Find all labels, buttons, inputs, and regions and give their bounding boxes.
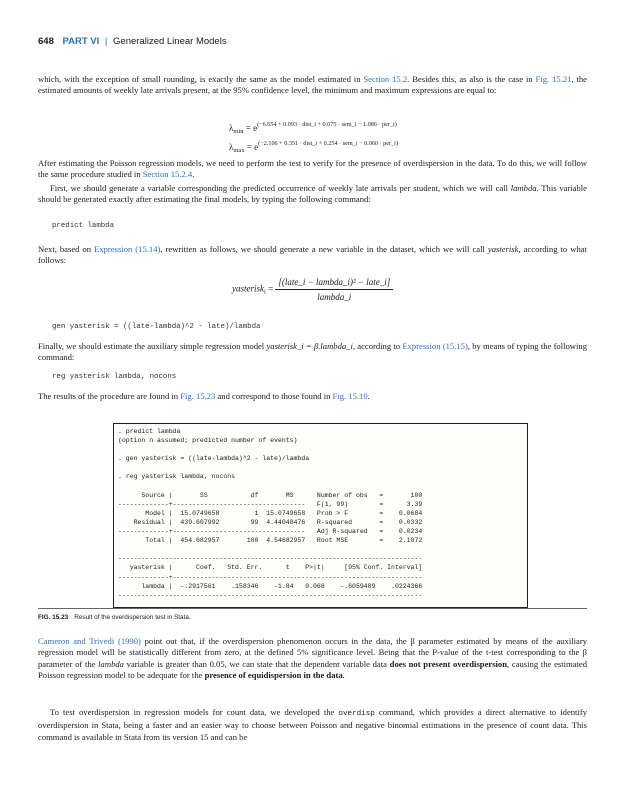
eq-y-denominator: lambda_i bbox=[317, 292, 352, 302]
p6-text: and correspond to those found in bbox=[215, 391, 333, 401]
p5-text: , by means of typing the following command: bbox=[38, 341, 587, 363]
link-fig-15-10[interactable]: Fig. 15.10 bbox=[332, 391, 368, 401]
p7-bold: presence of equidispersion in the data bbox=[204, 670, 343, 681]
header-title: Generalized Linear Models bbox=[113, 36, 227, 47]
eq-min-lhs: λ bbox=[229, 123, 234, 133]
paragraph-2 bbox=[38, 158, 587, 181]
running-header bbox=[38, 36, 227, 47]
paragraph-3 bbox=[38, 183, 587, 206]
p7-text: , causing the estimated Poisson regression model to be adequate for the bbox=[38, 658, 588, 681]
p4-text: , rewritten as follows, we should generate a new variable in the dataset, which we will call bbox=[160, 244, 488, 254]
caption-label: FIG. 15.23 bbox=[38, 614, 69, 621]
eq-y-equals: = bbox=[265, 283, 276, 294]
eq-y-fraction bbox=[275, 277, 393, 302]
code-predict: predict lambda bbox=[52, 222, 115, 230]
equation-yasterisk bbox=[232, 277, 393, 302]
figure-caption bbox=[38, 614, 191, 621]
page-number: 648 bbox=[38, 36, 54, 47]
eq-max-sub: max bbox=[233, 147, 245, 154]
p7-italic: lambda bbox=[98, 658, 124, 669]
header-separator: | bbox=[104, 36, 108, 47]
link-section-15-2[interactable]: Section 15.2 bbox=[363, 74, 408, 84]
p6-text: . bbox=[367, 391, 370, 401]
eq-max-exponent: (−2.106 + 0.351 · dist_i + 0.254 · sem_i − 0.060 · per_i) bbox=[258, 140, 398, 147]
p2-text: . bbox=[192, 169, 195, 180]
p8-text: command, which provides a direct alternative to identify overdispersion in Stata, being a faster and an easier way to choose between Poisson and negative binomial estimations in the presence of count data. This command is available in Stata from its version 15 and can be bbox=[38, 707, 587, 742]
equation-lambda-min bbox=[229, 121, 397, 135]
p4-text: , according to what follows: bbox=[38, 244, 587, 266]
p3-text: First, we should generate a variable corresponding the predicted occurrence of weekly late arrivals per student, which we will call bbox=[50, 183, 511, 193]
p7-bold: does not present overdispersion bbox=[389, 658, 508, 669]
paragraph-7 bbox=[38, 636, 587, 682]
link-section-15-2-4[interactable]: Section 15.2.4 bbox=[142, 169, 193, 180]
part-label: PART bbox=[62, 36, 88, 47]
code-reg: reg yasterisk lambda, nocons bbox=[52, 373, 177, 381]
eq-max-lhs: λ bbox=[229, 142, 234, 152]
p5-text: , according to bbox=[352, 341, 403, 351]
paragraph-5 bbox=[38, 341, 587, 364]
p1-text: which, with the exception of small rounding, is exactly the same as the model estimated in bbox=[38, 74, 364, 84]
p6-text: The results of the procedure are found in bbox=[38, 391, 181, 401]
caption-rule bbox=[38, 608, 587, 609]
stata-output-text: . predict lambda (option n assumed; predicted number of events) . gen yasterisk = ((late-lambda)^2 - late)/lambda . reg yasterisk lambda, nocons Source | SS df MS Number of obs = 100 -------------+---------------------------------- F(1, 99) = 3.39 Model | 15.0749658 1 15.0749658 Prob > F = 0.0684 Residual | 439.607992 99 4.44048476 R-squared = 0.0332 -------------+---------------------------------- Adj R-squared = 0.0234 Total | 454.682957 100 4.54682957 Root MSE = 2.1072 ------------------------------------------------------------------------------ yasterisk | Coef. Std. Err. t P>|t| [95% Conf. Interval] -------------+---------------------------------------------------------------- lambda | -.2917561 .158346 -1.84 0.068 -.6059489 .0224366 ------------------------------------------------------------------------------ bbox=[118, 428, 423, 599]
paragraph-8 bbox=[38, 707, 587, 743]
p5-math: yasterisk_i = β.lambda_i bbox=[266, 341, 353, 351]
eq-min-exponent: (−6.654 + 0.093 · dist_i + 0.075 · sem_i − 1.086 · per_i) bbox=[257, 121, 397, 128]
eq-y-sub: i bbox=[264, 288, 266, 296]
eq-y-numerator: [(late_i − lambda_i)² − late_i] bbox=[275, 277, 393, 290]
link-expression-15-15[interactable]: Expression (15.15) bbox=[402, 341, 468, 351]
p8-text: To test overdispersion in regression models for count data, we developed the bbox=[50, 707, 339, 717]
p7-text: variable is greater than 0.05, we can state that the dependent variable data bbox=[123, 658, 390, 669]
part-number: VI bbox=[90, 36, 100, 47]
p3-text: . This variable should be generated exactly after estimating the final models, by typing the following command: bbox=[38, 183, 587, 205]
code-gen: gen yasterisk = ((late-lambda)^2 - late)/lambda bbox=[52, 323, 261, 331]
p4-italic: yasterisk bbox=[487, 244, 519, 254]
stata-output-figure bbox=[113, 423, 528, 608]
equation-lambda-max bbox=[229, 140, 398, 154]
p2-text: After estimating the Poisson regression models, we need to perform the test to verify for the presence of overdispersion in the data. To do this, we will follow the same procedure studied in bbox=[38, 158, 587, 180]
link-fig-15-23[interactable]: Fig. 15.23 bbox=[180, 391, 216, 401]
link-fig-15-21[interactable]: Fig. 15.21 bbox=[535, 74, 572, 84]
p1-text: , the estimated amounts of weekly late arrivals present, at the 95% confidence level, the minimum and maximum expressions are equal to: bbox=[38, 74, 587, 96]
caption-text: Result of the overdispersion test in Stata. bbox=[74, 614, 191, 621]
eq-max-eq: = e bbox=[244, 142, 259, 152]
eq-min-eq: = e bbox=[243, 123, 258, 133]
p1-text: . Besides this, as also is the case in bbox=[407, 74, 536, 84]
p7-text: point out that, if the overdispersion phenomenon occurs in the data, the β parameter estimated by means of the auxiliary regression model will be statistically different from zero, at the defined 5% significance level. Being that the P-value of the t-test corresponding to the β parameter of the bbox=[38, 636, 587, 669]
paragraph-4 bbox=[38, 244, 587, 267]
p7-text: . bbox=[342, 670, 345, 681]
eq-min-sub: min bbox=[233, 128, 244, 135]
p8-code: overdisp bbox=[338, 710, 375, 718]
paragraph-1 bbox=[38, 74, 587, 97]
p5-text: Finally, we should estimate the auxiliary simple regression model bbox=[38, 341, 267, 351]
p4-text: Next, based on bbox=[38, 244, 95, 254]
eq-y-lhs: yasterisk bbox=[232, 283, 264, 294]
paragraph-6 bbox=[38, 391, 587, 402]
p3-italic: lambda bbox=[510, 183, 537, 193]
link-cameron-trivedi[interactable]: Cameron and Trivedi (1990) bbox=[38, 636, 141, 646]
link-expression-15-14[interactable]: Expression (15.14) bbox=[94, 244, 161, 254]
